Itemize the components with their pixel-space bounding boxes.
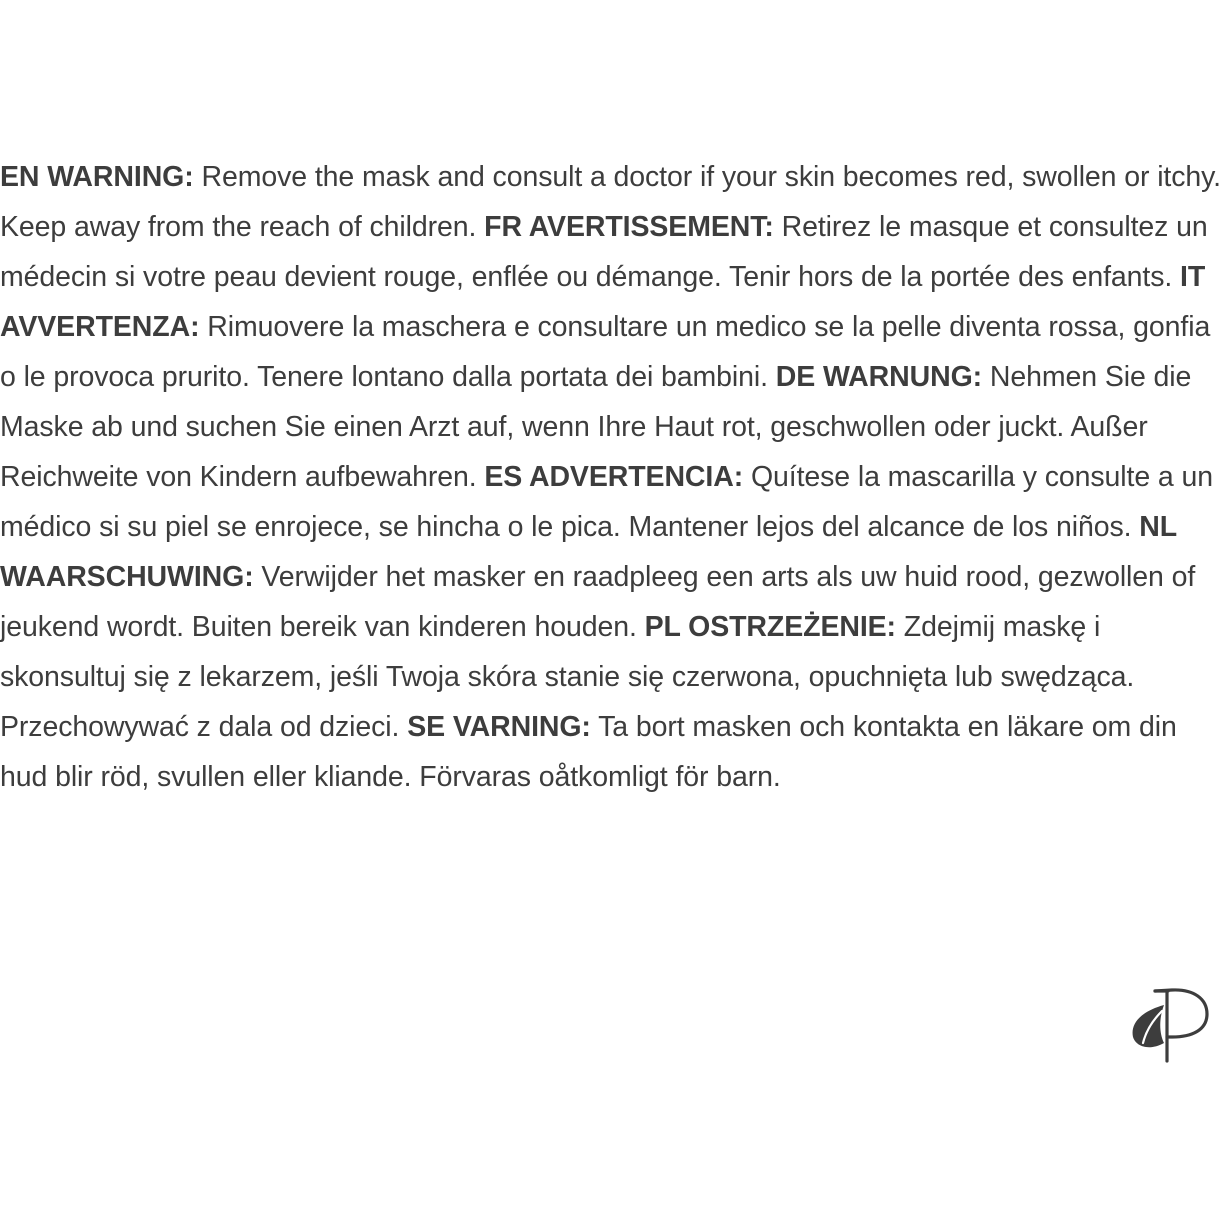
warning-label-pl: PL OSTRZEŻENIE:: [644, 611, 896, 643]
warning-label-se: SE VARNING:: [407, 711, 591, 743]
warning-paragraph: [0, 152, 1227, 802]
warning-text-en: Remove the mask and consult a doctor if your skin becomes red, swollen or itchy. Keep away from the reach of children.: [0, 161, 1222, 243]
warning-text-fr: Retirez le masque et consultez un médecin si votre peau devient rouge, enflée ou démange. Tenir hors de la portée des enfants.: [0, 211, 1208, 293]
warning-text-nl: Verwijder het masker en raadpleeg een arts als uw huid rood, gezwollen of jeukend wordt. Buiten bereik van kinderen houden.: [0, 561, 1196, 643]
warning-label-es: ES ADVERTENCIA:: [484, 461, 744, 493]
warning-text-se: Ta bort masken och kontakta en läkare om din hud blir röd, svullen eller kliande. Förvaras oåtkomligt för barn.: [0, 711, 1177, 793]
warning-text-it: Rimuovere la maschera e consultare un medico se la pelle diventa rossa, gonfia o le provoca prurito. Tenere lontano dalla portata dei bambini.: [0, 311, 1211, 393]
warning-text-de: Nehmen Sie die Maske ab und suchen Sie einen Arzt auf, wenn Ihre Haut rot, geschwollen oder juckt. Außer Reichweite von Kindern aufbewahren.: [0, 361, 1192, 493]
warning-label-fr: FR AVERTISSEMENT:: [484, 211, 774, 243]
warning-label-nl: NL WAARSCHUWING:: [0, 511, 1177, 593]
warning-text-es: Quítese la mascarilla y consulte a un médico si su piel se enrojece, se hincha o le pica. Mantener lejos del alcance de los niños.: [0, 461, 1213, 543]
warning-label-de: DE WARNUNG:: [775, 361, 983, 393]
brand-logo: [1128, 985, 1212, 1065]
warning-label-en: EN WARNING:: [0, 161, 194, 193]
leaf-p-monogram-icon: [1128, 985, 1212, 1065]
warning-label-it: IT AVVERTENZA:: [0, 261, 1206, 343]
warning-text-pl: Zdejmij maskę i skonsultuj się z lekarzem, jeśli Twoja skóra stanie się czerwona, opuchnięta lub swędząca. Przechowywać z dala od dzieci.: [0, 611, 1135, 743]
